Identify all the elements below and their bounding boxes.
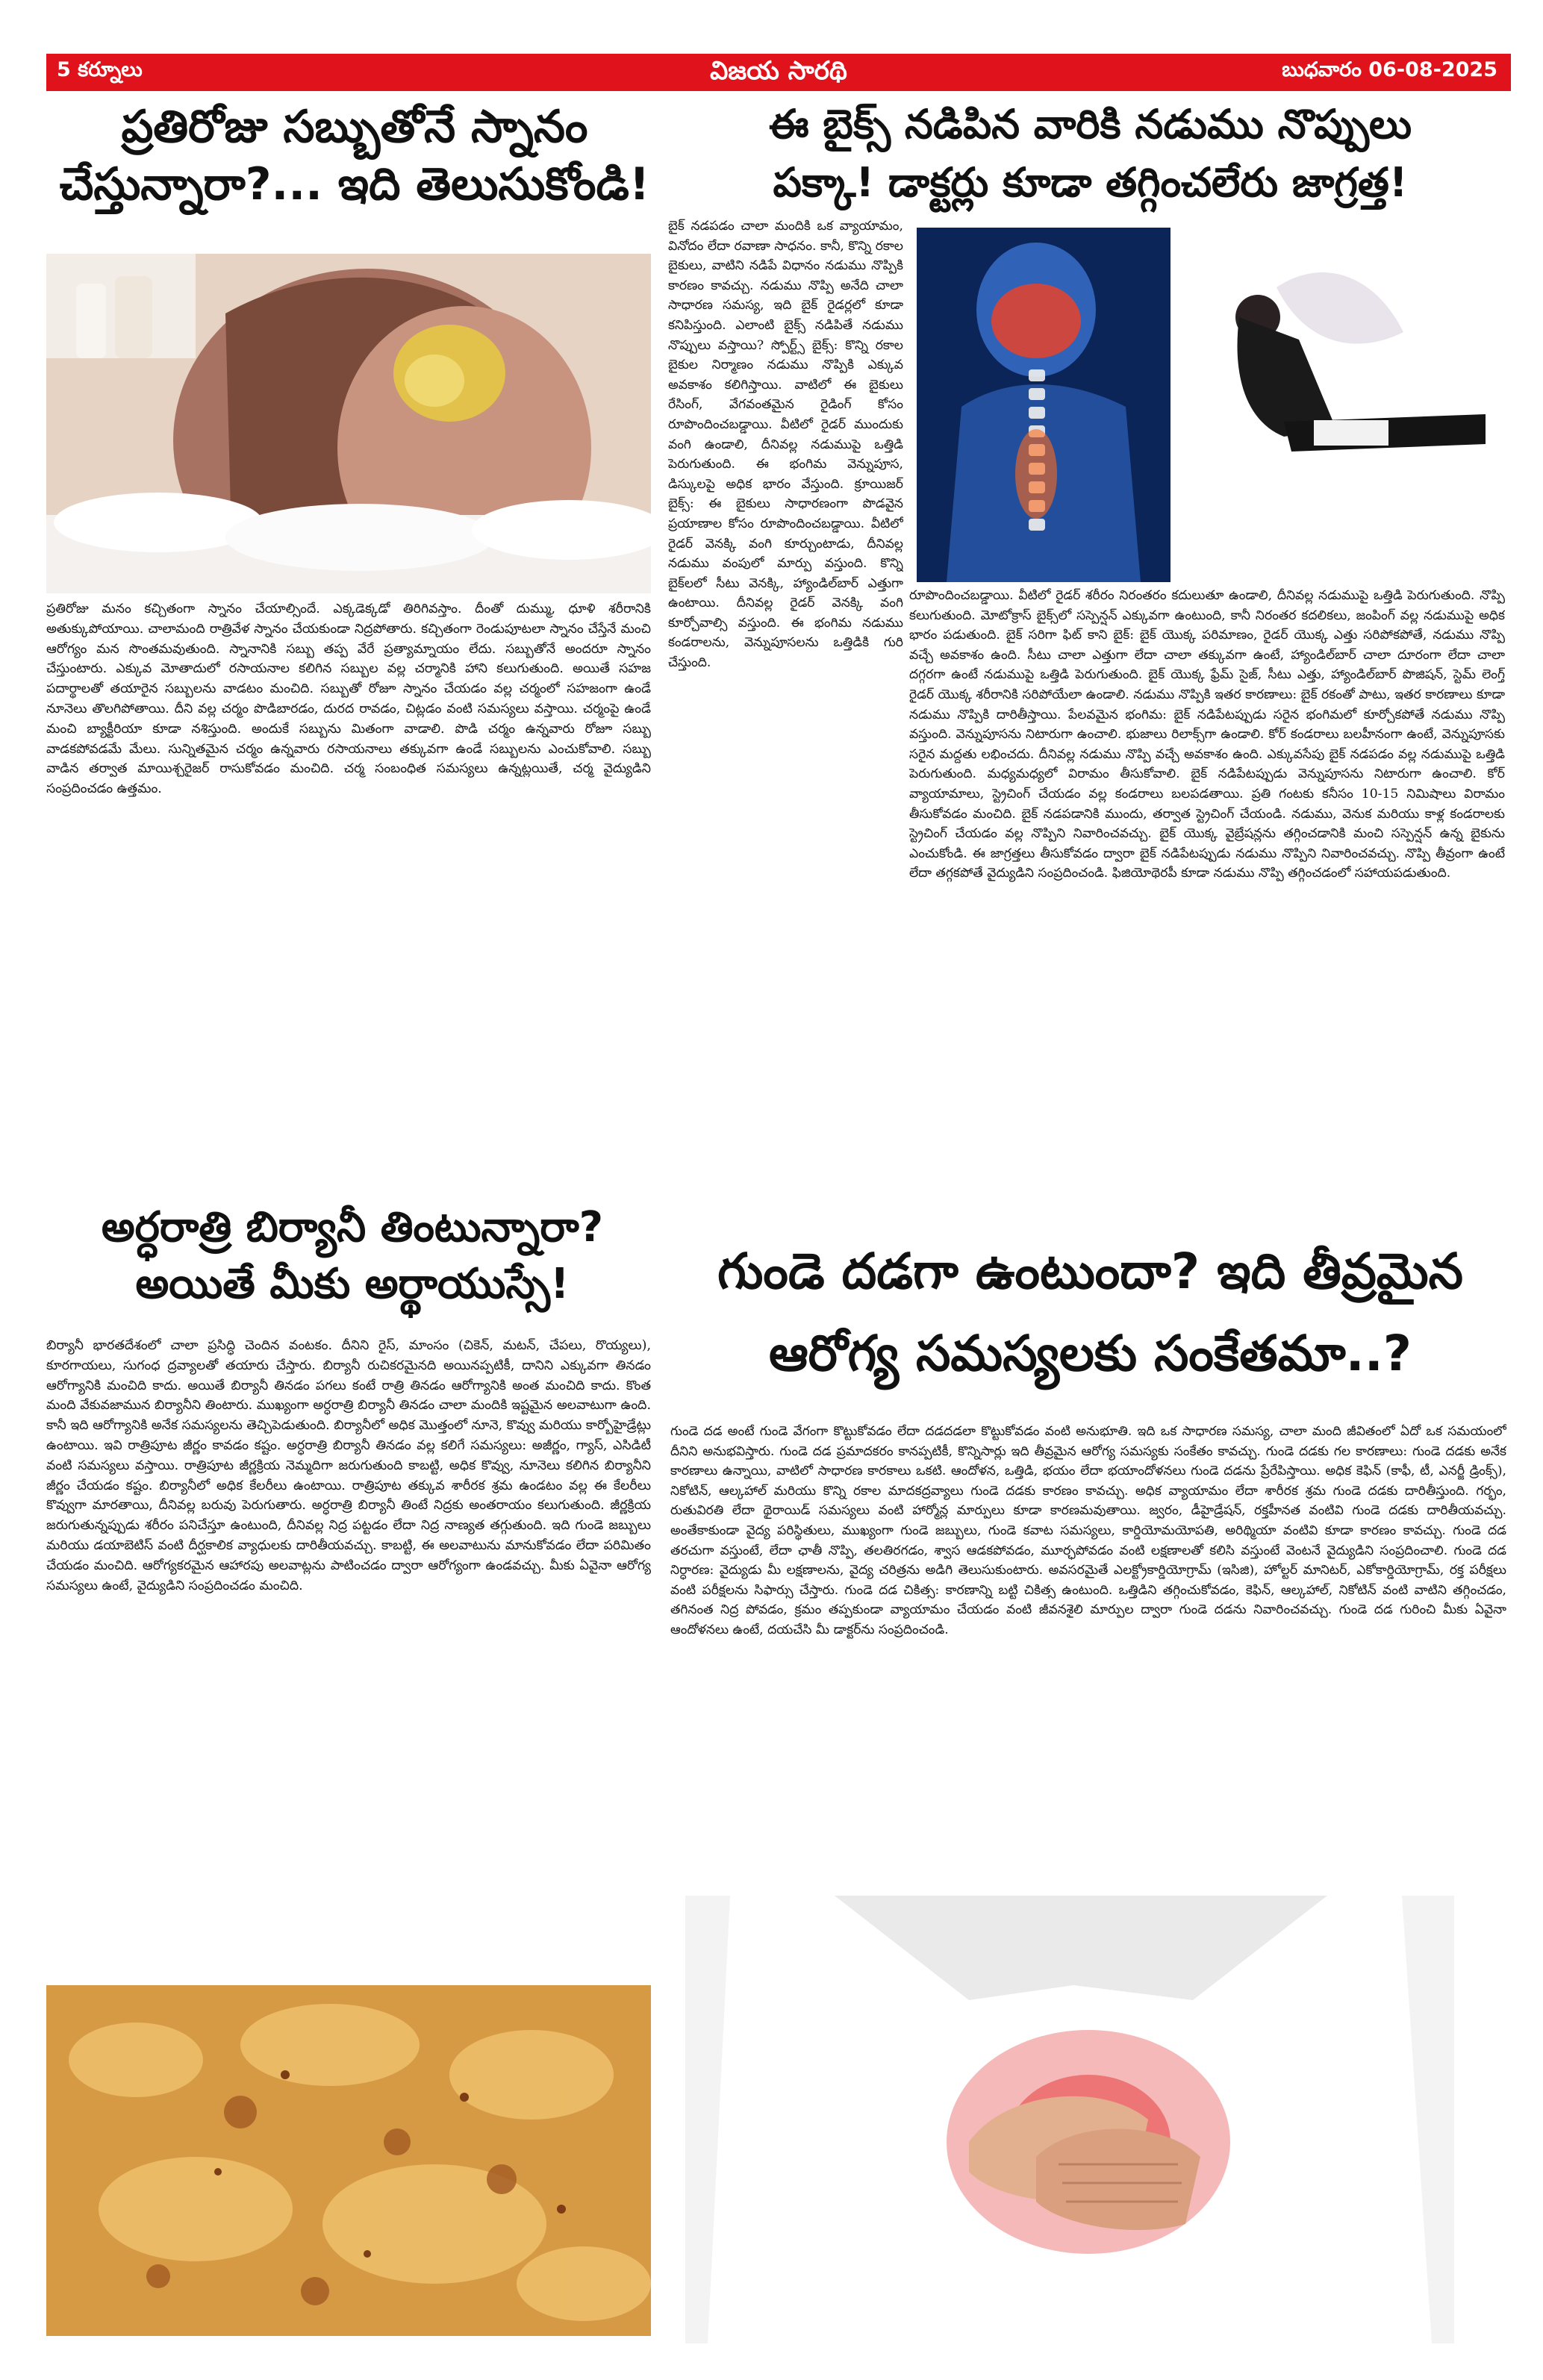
bikes-headline-line1: ఈ బైక్స్ నడిపిన వారికి నడుము నొప్పులు	[768, 101, 1412, 148]
biryani-photo	[46, 1985, 651, 2336]
soap-headline-line1: ప్రతిరోజు సబ్బుతోనే స్నానం	[121, 101, 588, 153]
heart-headline-line2: ఆరోగ్య సమస్యలకు సంకేతమా..?	[768, 1324, 1412, 1382]
paper-name: విజయ సారథి	[710, 56, 847, 86]
bikes-body-left: బైక్ నడపడం చాలా మందికి ఒక వ్యాయామం, వినోదం లేదా రవాణా సాధనం. కానీ, కొన్ని రకాల బైకులు, వాటిని నడిపే విధానం నడుము నొప్పికి కారణం కావచ్చు. నడుము నొప్పి అనేది చాలా సాధారణ సమస్య, ఇది బైక్ రైడర్లలో కూడా కనిపిస్తుంది. ఎలాంటి బైక్స్ నడిపితే నడుము నొప్పులు వస్తాయి? స్పోర్ట్స్ బైక్స్: కొన్ని రకాల బైకుల నిర్మాణం నడుము నొప్పికి ఎక్కువ అవకాశం కలిగిస్తాయి. వాటిలో ఈ బైకులు రేసింగ్, వేగవంతమైన రైడింగ్ కోసం రూపొందించబడ్డాయి. వీటిలో రైడర్ ముందుకు వంగి ఉండాలి, దీనివల్ల నడుముపై ఒత్తిడి పెరుగుతుంది. ఈ భంగిమ వెన్నుపూస, డిస్కులపై అధిక భారం వేస్తుంది. క్రూయిజర్ బైక్స్: ఈ బైకులు సాధారణంగా పొడవైన ప్రయాణాల కోసం రూపొందించబడ్డాయి. వీటిలో రైడర్ వెనక్కి వంగి కూర్చుంటాడు, దీనివల్ల నడుము వంపులో మార్పు వస్తుంది. కొన్ని బైక్‌లలో సీటు వెనక్కి, హ్యాండిల్‌బార్ ఎత్తుగా ఉంటాయి. దీనివల్ల రైడర్ వెనక్కి వంగి కూర్చోవాల్సి వస్తుంది. ఈ భంగిమ నడుము కండరాలను, వెన్నుపూసలను ఒత్తిడికి గురి చేస్తుంది.	[668, 219, 903, 671]
biryani-headline-line1: అర్ధరాత్రి బిర్యానీ తింటున్నారా?	[101, 1203, 604, 1252]
biryani-headline	[46, 1203, 658, 1309]
issue-date: బుధవారం 06-08-2025	[1282, 58, 1497, 81]
heart-headline	[670, 1243, 1510, 1383]
heart-body: గుండె దడ అంటే గుండె వేగంగా కొట్టుకోవడం లేదా దడదడలా కొట్టుకోవడం వంటి అనుభూతి. ఇది ఒక సాధారణ సమస్య, చాలా మంది జీవితంలో ఏదో ఒక సమయంలో దీనిని అనుభవిస్తారు. గుండె దడ ప్రమాదకరం కానప్పటికీ, కొన్నిసార్లు ఇది తీవ్రమైన ఆరోగ్య సమస్యకు సంకేతం కావచ్చు. గుండె దడకు గల కారణాలు: గుండె దడకు అనేక కారణాలు ఉన్నాయి, వాటిలో సాధారణ కారకాలు ఒకటి. ఆందోళన, ఒత్తిడి, భయం లేదా భయాందోళనలు గుండె దడను ప్రేరేపిస్తాయి. అధిక కెఫిన్ (కాఫీ, టీ, ఎనర్జీ డ్రింక్స్), నికోటిన్, ఆల్కహాల్ మరియు కొన్ని రకాల మాదకద్రవ్యాలు గుండె దడకు కారణం కావచ్చు. అధిక వ్యాయామం లేదా శారీరక శ్రమ గుండె దడకు దారితీస్తుంది. గర్భం, రుతువిరతి లేదా థైరాయిడ్ సమస్యలు వంటి హార్మోన్ల మార్పులు కూడా కారణమవుతాయి. జ్వరం, డీహైడ్రేషన్, రక్తహీనత వంటివి గుండె దడకు దారితీయవచ్చు. అంతేకాకుండా వైద్య పరిస్థితులు, ముఖ్యంగా గుండె జబ్బులు, గుండె కవాట సమస్యలు, కార్డియోమయోపతి, అరిథ్మియా వంటివి కూడా కారణం కావచ్చు. గుండె దడ తరచుగా వస్తుంటే, లేదా ఛాతీ నొప్పి, తలతిరగడం, శ్వాస ఆడకపోవడం, మూర్ఛపోవడం వంటి లక్షణాలతో కలిసి వస్తుంటే వెంటనే వైద్యుడిని సంప్రదించాలి. గుండె దడ నిర్ధారణ: వైద్యుడు మీ లక్షణాలను, వైద్య చరిత్రను అడిగి తెలుసుకుంటారు. అవసరమైతే ఎలక్ట్రోకార్డియోగ్రామ్ (ఇసిజి), హోల్టర్ మానిటర్, ఎకోకార్డియోగ్రామ్, రక్త పరీక్షలు వంటి పరీక్షలను సిఫార్సు చేస్తారు. గుండె దడ చికిత్స: కారణాన్ని బట్టి చికిత్స ఉంటుంది. ఒత్తిడిని తగ్గించుకోవడం, కెఫిన్, ఆల్కహాల్, నికోటిన్ వంటి వాటిని తగ్గించడం, తగినంత నిద్ర పోవడం, క్రమం తప్పకుండా వ్యాయామం చేయడం వంటి జీవనశైలి మార్పుల ద్వారా గుండె దడను నివారించవచ్చు. గుండె దడ గురించి మీకు ఏవైనా ఆందోళనలు ఉంటే, దయచేసి మీ డాక్టర్‌ను సంప్రదించండి.	[670, 1424, 1506, 1637]
soap-headline	[52, 101, 657, 211]
yoga-pose-photo	[1187, 228, 1500, 556]
soap-body: ప్రతిరోజు మనం కచ్చితంగా స్నానం చేయాల్సిందే. ఎక్కడెక్కడో తిరిగివస్తాం. దీంతో దుమ్ము, ధూళి శరీరానికి అతుక్కుపోయాయి. చాలామంది రాత్రివేళ స్నానం చేయకుండా నిద్రపోతారు. కచ్చితంగా రెండుపూటలా స్నానం చేస్తేనే మంచి ఆరోగ్యం మన సొంతమవుతుంది. స్నానానికి సబ్బు తప్ప వేరే ప్రత్యామ్నాయం లేదు. సబ్బుతోనే అందరూ స్నానం చేస్తుంటారు. ఎక్కువ మోతాదులో రసాయనాల కలిగిన సబ్బుల వల్ల చర్మానికి హాని కలుగుతుంది. అయితే సహజ పదార్థాలతో తయారైన సబ్బులను వాడటం మంచిది. సబ్బుతో రోజూ స్నానం చేయడం వల్ల చర్మంలో సహజంగా ఉండే నూనెలు తొలగిపోతాయి. దీని వల్ల చర్మం పొడిబారడం, దురద రావడం, చిట్లడం వంటి సమస్యలు వస్తాయి. చర్మంపై ఉండే మంచి బ్యాక్టీరియా కూడా నశిస్తుంది. అందుకే సబ్బును మితంగా వాడాలి. పొడి చర్మం ఉన్నవారు రోజూ సబ్బు వాడకపోవడమే మేలు. సున్నితమైన చర్మం ఉన్నవారు రసాయనాలు తక్కువగా ఉండే సబ్బులను ఎంచుకోవాలి. సబ్బు వాడిన తర్వాత మాయిశ్చరైజర్ రాసుకోవడం మంచిది. చర్మ సంబంధిత సమస్యలు ఉన్నట్లయితే, చర్మ వైద్యుడిని సంప్రదించడం ఉత్తమం.	[46, 602, 651, 797]
heart-headline-line1: గుండె దడగా ఉంటుందా? ఇది తీవ్రమైన	[717, 1243, 1463, 1300]
spine-illustration	[917, 228, 1171, 582]
bikes-body-right: రూపొందించబడ్డాయి. వీటిలో రైడర్ శరీరం నిరంతరం కదులుతూ ఉండాలి, దీనివల్ల నడుముపై ఒత్తిడి పెరుగుతుంది. నొప్పి కలుగుతుంది. మోటోక్రాస్ బైక్స్‌లో సస్పెన్షన్ ఎక్కువగా ఉంటుంది, కానీ నిరంతర కదలికలు, జంపింగ్ వల్ల నడుముపై అధిక భారం పడుతుంది. బైక్ సరిగా ఫిట్ కాని బైక్: బైక్ యొక్క పరిమాణం, రైడర్ యొక్క ఎత్తు సరిపోకపోతే, నడుము నొప్పి వచ్చే అవకాశం ఉంది. సీటు చాలా ఎత్తుగా లేదా చాలా తక్కువగా ఉంటే, హ్యాండిల్‌బార్ చాలా దూరంగా లేదా చాలా దగ్గరగా ఉంటే నడుముపై ఒత్తిడి పెరుగుతుంది. బైక్ యొక్క ఫ్రేమ్ సైజ్, సీటు ఎత్తు, హ్యాండిల్‌బార్ పొజిషన్, స్టెమ్ లెంగ్త్ రైడర్ యొక్క శరీరానికి సరిపోయేలా ఉండాలి. నడుము నొప్పికి ఇతర కారణాలు: బైక్ రకంతో పాటు, ఇతర కారణాలు కూడా నడుము నొప్పికి దారితీస్తాయి. పేలవమైన భంగిమ: బైక్ నడిపేటప్పుడు సరైన భంగిమలో కూర్చోకపోతే నడుము నొప్పి వస్తుంది. వెన్నుపూసను నిటారుగా ఉంచాలి. భుజాలు రిలాక్స్‌గా ఉండాలి. కోర్ కండరాలు బలహీనంగా ఉంటే, వెన్నుపూసకు సరైన మద్దతు లభించదు. దీనివల్ల నడుము నొప్పి వచ్చే అవకాశం ఉంది. ఎక్కువసేపు బైక్ నడపడం వల్ల నడుముపై ఒత్తిడి పెరుగుతుంది. మధ్యమధ్యలో విరామం తీసుకోవాలి. బైక్ నడిపేటప్పుడు వెన్నుపూసను నిటారుగా ఉంచాలి. కోర్ వ్యాయామాలు, స్ట్రెచింగ్ చేయడం వల్ల కండరాలు బలపడతాయి. ప్రతి గంటకు కనీసం 10-15 నిమిషాలు విరామం తీసుకోవడం మంచిది. బైక్ నడపడానికి ముందు, తర్వాత స్ట్రెచింగ్ చేయండి. నడుము, వెనుక మరియు కాళ్ల కండరాలకు స్ట్రెచింగ్ చేయడం వల్ల నొప్పిని నివారించవచ్చు. బైక్ యొక్క వైబ్రేషన్లను తగ్గించడానికి మంచి సస్పెన్షన్ ఉన్న బైకును ఎంచుకోండి. ఈ జాగ్రత్తలు తీసుకోవడం ద్వారా బైక్ నడిపేటప్పుడు నడుము నొప్పిని నివారించవచ్చు. నొప్పి తీవ్రంగా ఉంటే లేదా తగ్గకపోతే వైద్యుడిని సంప్రదించండి. ఫిజియోథెరపీ కూడా నడుము నొప్పి తగ్గించడంలో సహాయపడుతుంది.	[909, 588, 1505, 881]
page-label: 5 కర్నూలు	[57, 58, 143, 81]
masthead-bar	[46, 54, 1511, 91]
biryani-headline-line2: అయితే మీకు అర్థాయుస్సే!	[135, 1260, 570, 1309]
bikes-headline-line2: పక్కా! డాక్టర్లు కూడా తగ్గించలేరు జాగ్రత్త!	[773, 158, 1408, 206]
bath-photo	[46, 254, 651, 593]
chest-pain-photo	[685, 1896, 1454, 2343]
biryani-body: బిర్యానీ భారతదేశంలో చాలా ప్రసిద్ధి చెందిన వంటకం. దీనిని రైస్, మాంసం (చికెన్, మటన్, చేపలు, రొయ్యలు), కూరగాయలు, సుగంధ ద్రవ్యాలతో తయారు చేస్తారు. బిర్యానీ రుచికరమైనది అయినప్పటికీ, దానిని ఎక్కువగా తినడం ఆరోగ్యానికి మంచిది కాదు. అయితే బిర్యానీ తినడం పగలు కంటే రాత్రి తినడం ఆరోగ్యానికి అంత మంచిది కాదు. కొంత మంది వేకువజామున బిర్యానీని తింటారు. ముఖ్యంగా అర్ధరాత్రి బిర్యానీ తినడం చాలా మందికి ఇష్టమైన అలవాటుగా ఉంది. కానీ ఇది ఆరోగ్యానికి అనేక సమస్యలను తెచ్చిపెడుతుంది. బిర్యానీలో అధిక మొత్తంలో నూనె, కొవ్వు మరియు కార్బోహైడ్రేట్లు ఉంటాయి. ఇవి రాత్రిపూట జీర్ణం కావడం కష్టం. అర్ధరాత్రి బిర్యానీ తినడం వల్ల కలిగే సమస్యలు: అజీర్ణం, గ్యాస్, ఎసిడిటీ వంటి సమస్యలు వస్తాయి. రాత్రిపూట జీర్ణక్రియ నెమ్మదిగా జరుగుతుంది కాబట్టి, అధిక కొవ్వు, నూనెలు కలిగిన బిర్యానీని జీర్ణం చేయడం కష్టం. బిర్యానీలో అధిక కేలరీలు ఉంటాయి. రాత్రిపూట తక్కువ శారీరక శ్రమ ఉండటం వల్ల ఈ కేలరీలు కొవ్వుగా మారతాయి, దీనివల్ల బరువు పెరుగుతారు. అర్ధరాత్రి బిర్యానీ తింటే నిద్రకు అంతరాయం కలుగుతుంది. జీర్ణక్రియ జరుగుతున్నప్పుడు శరీరం పనిచేస్తూ ఉంటుంది, దీనివల్ల నిద్ర పట్టడం లేదా నిద్ర నాణ్యత తగ్గుతుంది. ఇది గుండె జబ్బులు మరియు డయాబెటిస్ వంటి దీర్ఘకాలిక వ్యాధులకు దారితీయవచ్చు. కాబట్టి, ఈ అలవాటును మానుకోవడం లేదా పరిమితం చేయడం మంచిది. ఆరోగ్యకరమైన ఆహారపు అలవాట్లను పాటించడం ద్వారా ఆరోగ్యంగా ఉండవచ్చు. మీకు ఏవైనా ఆరోగ్య సమస్యలు ఉంటే, వైద్యుడిని సంప్రదించడం మంచిది.	[46, 1338, 651, 1593]
soap-headline-line2: చేస్తున్నారా?... ఇది తెలుసుకోండి!	[59, 157, 650, 210]
bikes-headline	[670, 101, 1510, 206]
